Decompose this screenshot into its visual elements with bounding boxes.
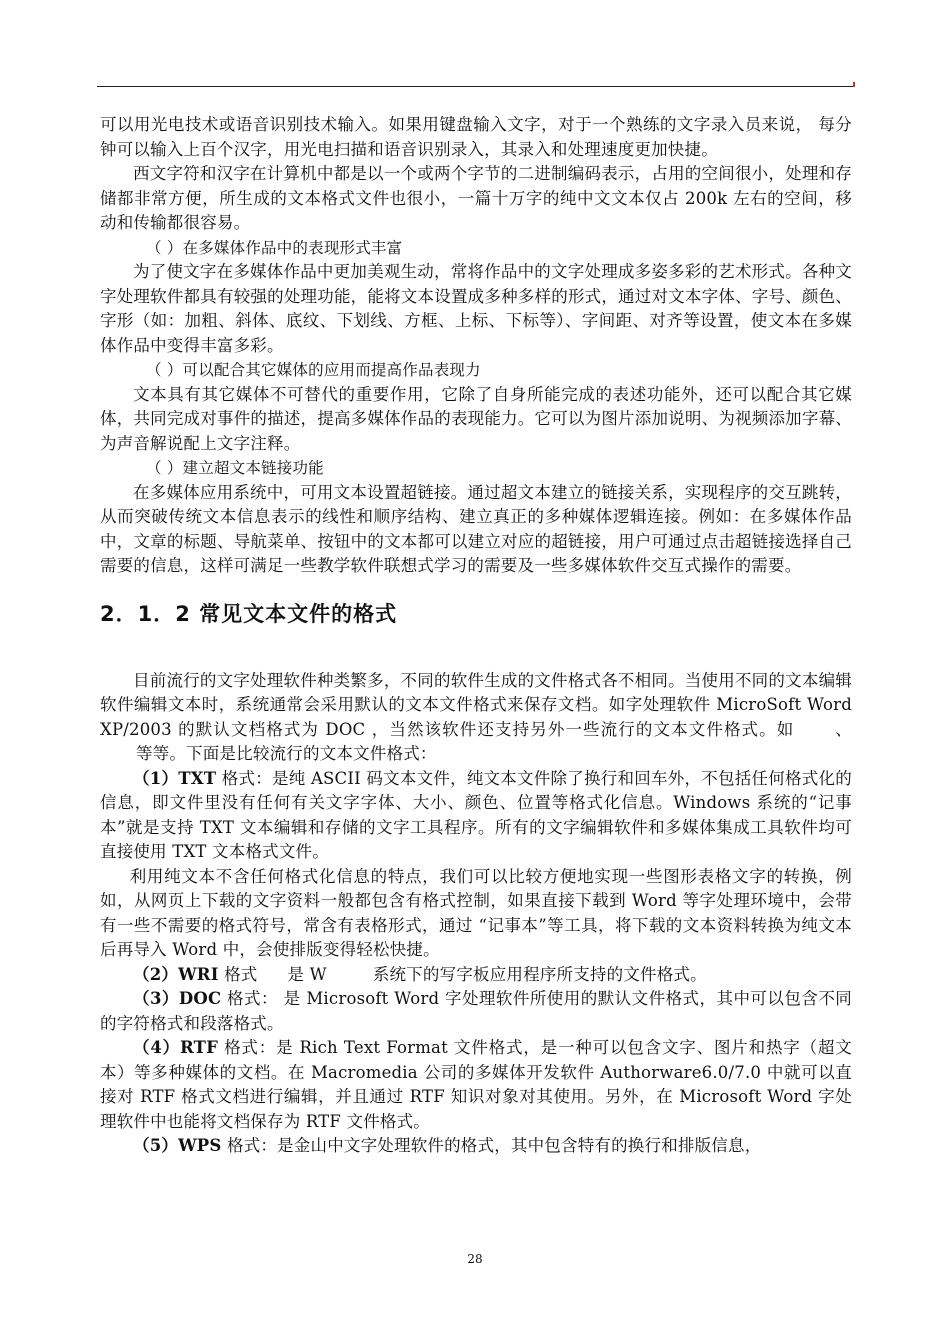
format-text-rtf: 格式：是 Rich Text Format 文件格式，是一种可以包含文字、图片和热字（超文本）等多种媒体的文档。在 Macromedia 公司的多媒体开发软件 Authorware6.0/7.0 中就可以直接对 RTF 格式文档进行编辑，并且通过 RTF 知识对象对其使用。另外，在 Microsoft Word 字处理软件中也能将文档保存为 RTF 文件格式。: [100, 1038, 852, 1131]
format-item-wri: [100, 963, 852, 988]
format-item-wps: [100, 1134, 852, 1159]
intro-text-1: 目前流行的文字处理软件种类繁多，不同的软件生成的文件格式各不相同。当使用不同的文本编辑软件编辑文本时，系统通常会采用默认的文本文件格式来保存文档。如字处理软件 MicroSoft Word XP/2003 的默认文档格式为 DOC ，当然该软件还支持另外一些流行的文本文件格式。如: [100, 670, 852, 739]
format-label-doc: （3）DOC: [133, 989, 222, 1008]
format-text-wps: 格式：是金山中文字处理软件的格式，其中包含特有的换行和排版信息，: [221, 1136, 762, 1155]
header-rule-mark: [853, 82, 855, 87]
paragraph-hyperlink: 在多媒体应用系统中，可用文本设置超链接。通过超文本建立的链接关系，实现程序的交互跳转，从而突破传统文本信息表示的线性和顺序结构、建立真正的多种媒体逻辑连接。例如：在多媒体作品中，文章的标题、导航菜单、按钮中的文本都可以建立对应的超链接，用户可通过点击超链接选择自己需要的信息，这样可满足一些教学软件联想式学习的需要及一些多媒体软件交互式操作的需要。: [100, 482, 852, 575]
format-item-txt: [100, 767, 852, 865]
format-text-wri-2: 是 W: [287, 964, 327, 984]
page-number: 28: [467, 1252, 483, 1266]
paragraph-intro: [100, 669, 852, 767]
subsection-title-media: （ ）可以配合其它媒体的应用而提高作品表现力: [146, 361, 481, 379]
format-item-doc: [100, 987, 852, 1036]
subsection-title-expression: （ ）在多媒体作品中的表现形式丰富: [146, 238, 403, 257]
format-item-rtf: [100, 1036, 852, 1134]
paragraph-input-methods: 可以用光电技术或语音识别技术输入。如果用键盘输入文字，对于一个熟练的文字录入员来说， 每分钟可以输入上百个汉字，用光电扫描和语音识别录入，其录入和处理速度更加快捷。: [100, 115, 852, 159]
page-content: [100, 113, 852, 1159]
intro-text-2: 、: [834, 719, 853, 739]
section-heading: 2．1．2 常见文本文件的格式: [100, 601, 398, 626]
format-label-wps: （5）WPS: [133, 1136, 222, 1155]
format-text-doc: 格式： 是 Microsoft Word 字处理软件所使用的默认文件格式，其中可以包含不同的字符格式和段落格式。: [100, 989, 852, 1033]
paragraph-media: 文本具有其它媒体不可替代的重要作用，它除了自身所能完成的表述功能外，还可以配合其它媒体，共同完成对事件的描述，提高多媒体作品的表现能力。它可以为图片添加说明、为视频添加字幕、为声音解说配上文字注释。: [100, 384, 852, 453]
format-text-txt: 格式：是纯 ASCII 码文本文件，纯文本文件除了换行和回车外，不包括任何格式化的信息，即文件里没有任何有关文字字体、大小、颜色、位置等格式化信息。Windows 系统的“记事本”就是支持 TXT 文本编辑和存储的文字工具程序。所有的文字编辑软件和多媒体集成工具软件均可直接使用 TXT 文本格式文件。: [100, 768, 853, 861]
format-label-txt: （1）TXT: [133, 768, 217, 788]
paragraph-expression: 为了使文字在多媒体作品中更加美观生动，常将作品中的文字处理成多姿多彩的艺术形式。各种文字处理软件都具有较强的处理功能，能将文本设置成多种多样的形式，通过对文本字体、字号、颜色、字形（如：加粗、斜体、底纹、下划线、方框、上标、下标等）、字间距、对齐等设置，使文本在多媒体作品中变得丰富多彩。: [100, 262, 852, 355]
header-rule: [97, 86, 855, 87]
format-label-wri: （2）WRI: [133, 964, 219, 984]
intro-text-3: 等等。下面是比较流行的文本文件格式：: [136, 744, 437, 763]
paragraph-encoding: 西文字符和汉字在计算机中都是以一个或两个字节的二进制编码表示，占用的空间很小，处理和存储都非常方便，所生成的文本格式文件也很小，一篇十万字的纯中文文本仅占 200k 左右的空间，移动和传输都很容易。: [100, 164, 852, 232]
format-text-wri-1: 格式: [218, 964, 258, 984]
subsection-title-hyperlink: （ ）建立超文本链接功能: [146, 459, 324, 477]
format-text-wri-3: 系统下的写字板应用程序所支持的文件格式。: [372, 964, 707, 984]
format-label-rtf: （4）RTF: [133, 1038, 218, 1057]
paragraph-txt-usage: 利用纯文本不含任何格式化信息的特点，我们可以比较方便地实现一些图形表格文字的转换，例如，从网页上下载的文字资料一般都包含有格式控制，如果直接下载到 Word 等字处理环境中，会带有一些不需要的格式符号，常含有表格形式，通过 “记事本”等工具，将下载的文本资料转换为纯文本后再导入 Word 中，会使排版变得轻松快捷。: [100, 866, 852, 959]
